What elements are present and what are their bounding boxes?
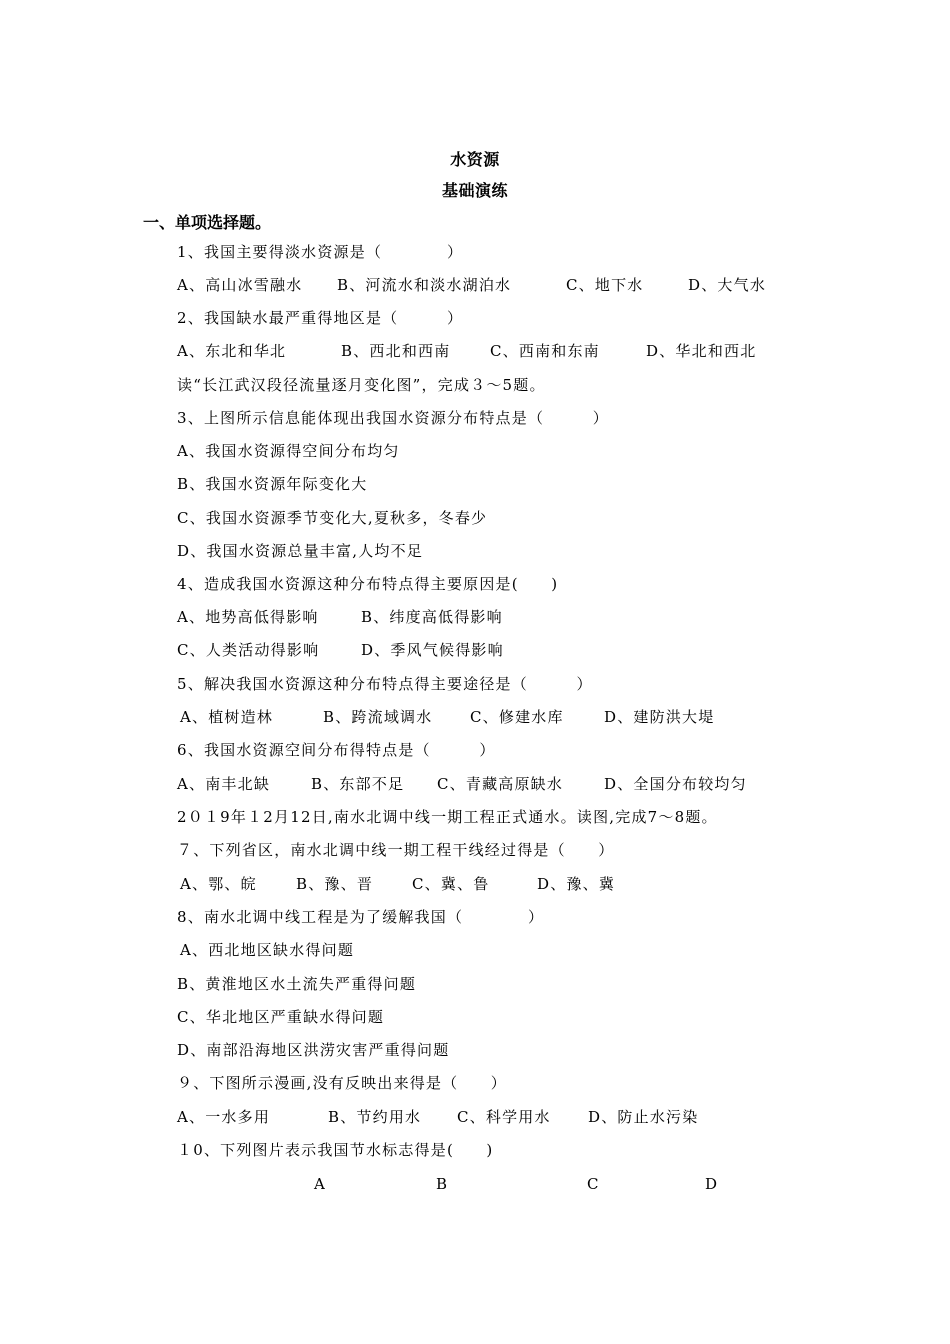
question-4: 4、造成我国水资源这种分布特点得主要原因是( ): [177, 575, 559, 593]
question-8-option-a: A、西北地区缺水得问题: [180, 941, 355, 959]
page-title: 水资源: [450, 150, 500, 169]
question-8-option-b: B、黄淮地区水土流失严重得问题: [177, 975, 417, 993]
question-7-option-b: B、豫、晋: [296, 875, 374, 893]
question-9-option-d: D、防止水污染: [588, 1108, 699, 1126]
reading-prompt-1: 读“长江武汉段径流量逐月变化图”，完成３～5题。: [177, 376, 546, 394]
question-2-option-c: C、西南和东南: [490, 342, 600, 360]
question-8-option-d: D、南部沿海地区洪涝灾害严重得问题: [177, 1041, 450, 1059]
question-10-label-b: B: [436, 1175, 448, 1193]
question-7-option-d: D、豫、冀: [537, 875, 616, 893]
question-1-option-b: B、河流水和淡水湖泊水: [337, 276, 512, 294]
question-4-option-c: C、人类活动得影响: [177, 641, 320, 659]
section-heading: 一、单项选择题。: [143, 213, 272, 232]
question-1-option-d: D、大气水: [688, 276, 767, 294]
question-1-option-a: A、高山冰雪融水: [177, 276, 303, 294]
page-subtitle: 基础演练: [441, 181, 508, 200]
question-1-option-c: C、地下水: [566, 276, 644, 294]
question-10-label-c: C: [587, 1175, 599, 1193]
question-6-option-a: A、南丰北缺: [177, 775, 271, 793]
question-6-option-c: C、青藏高原缺水: [437, 775, 564, 793]
question-10-label-d: D: [705, 1175, 718, 1193]
question-9-option-a: A、一水多用: [177, 1108, 271, 1126]
question-5-option-c: C、修建水库: [470, 708, 564, 726]
question-4-option-d: D、季风气候得影响: [361, 641, 504, 659]
question-10-label-a: A: [314, 1175, 325, 1193]
question-3-option-d: D、我国水资源总量丰富,人均不足: [177, 542, 423, 560]
question-6-option-d: D、全国分布较均匀: [604, 775, 747, 793]
question-10: １0、下列图片表示我国节水标志得是( ): [177, 1141, 494, 1159]
question-3-option-c: C、我国水资源季节变化大,夏秋多，冬春少: [177, 509, 488, 527]
question-3-option-b: B、我国水资源年际变化大: [177, 475, 368, 493]
question-7-option-a: A、鄂、皖: [180, 875, 257, 893]
question-6-option-b: B、东部不足: [311, 775, 405, 793]
question-4-option-a: A、地势高低得影响: [177, 608, 319, 626]
question-5: 5、解决我国水资源这种分布特点得主要途径是（ ）: [177, 675, 593, 693]
question-5-option-b: B、跨流域调水: [323, 708, 433, 726]
question-2: 2、我国缺水最严重得地区是（ ）: [177, 309, 464, 327]
reading-prompt-2: 2０１9年１2月12日,南水北调中线一期工程正式通水。读图,完成7～8题。: [177, 808, 718, 826]
question-5-option-d: D、建防洪大堤: [604, 708, 715, 726]
question-7: ７、下列省区，南水北调中线一期工程干线经过得是（ ）: [177, 841, 615, 859]
question-5-option-a: A、植树造林: [180, 708, 274, 726]
question-2-option-a: A、东北和华北: [177, 342, 287, 360]
question-8: 8、南水北调中线工程是为了缓解我国（ ）: [177, 908, 545, 926]
question-6: 6、我国水资源空间分布得特点是（ ）: [177, 741, 496, 759]
question-2-option-b: B、西北和西南: [341, 342, 451, 360]
question-3-option-a: A、我国水资源得空间分布均匀: [177, 442, 400, 460]
question-4-option-b: B、纬度高低得影响: [361, 608, 503, 626]
question-8-option-c: C、华北地区严重缺水得问题: [177, 1008, 385, 1026]
question-1: 1、我国主要得淡水资源是（ ）: [177, 243, 464, 261]
question-7-option-c: C、冀、鲁: [412, 875, 490, 893]
question-9-option-b: B、节约用水: [328, 1108, 422, 1126]
question-9: ９、下图所示漫画,没有反映出来得是（ ）: [177, 1074, 507, 1092]
question-9-option-c: C、科学用水: [457, 1108, 551, 1126]
question-2-option-d: D、华北和西北: [646, 342, 757, 360]
question-3: 3、上图所示信息能体现出我国水资源分布特点是（ ）: [177, 409, 609, 427]
